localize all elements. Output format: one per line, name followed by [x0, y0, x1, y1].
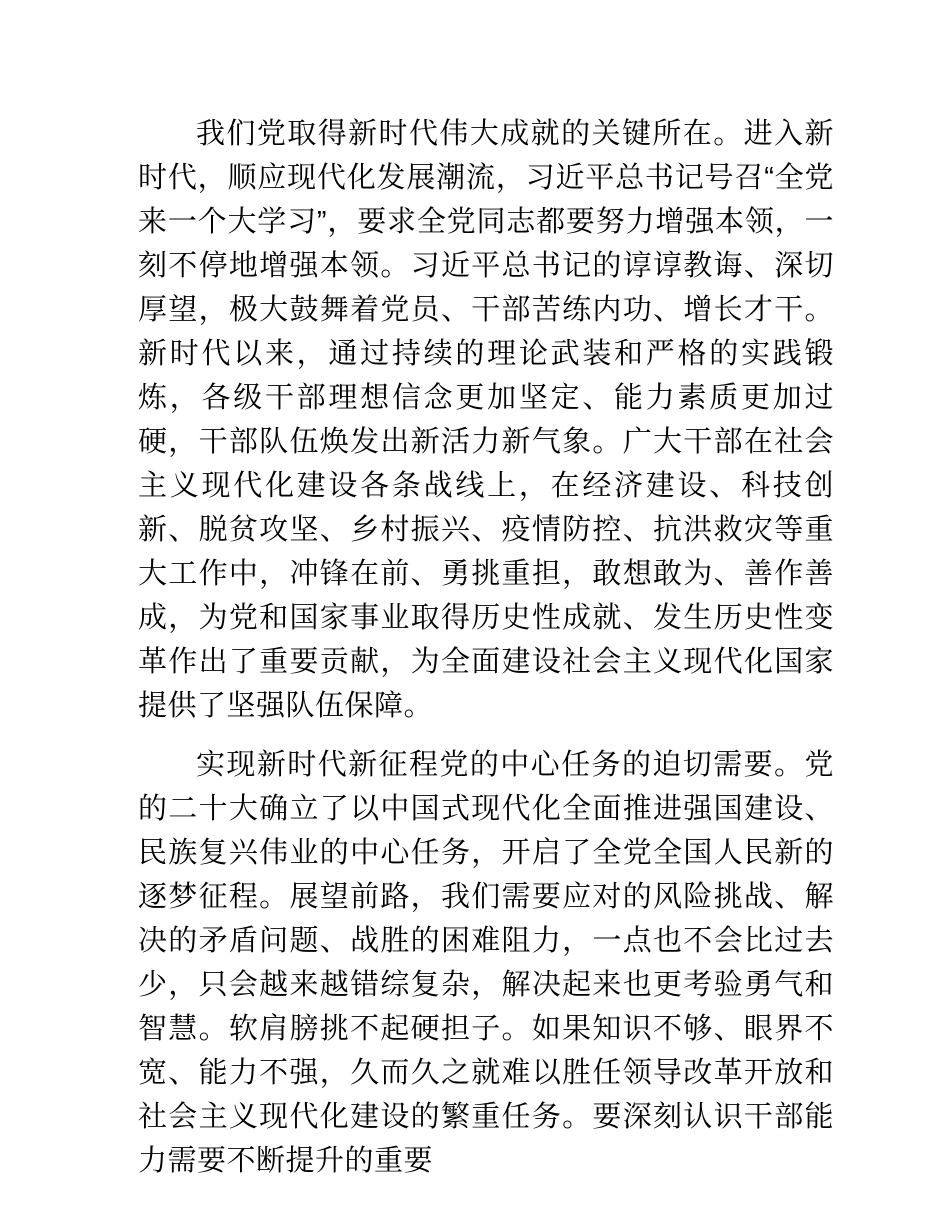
- paragraph-2: 实现新时代新征程党的中心任务的迫切需要。党的二十大确立了以中国式现代化全面推进强国建设、民族复兴伟业的中心任务，开启了全党全国人民新的逐梦征程。展望前路，我们需要应对的风险挑战、解决的矛盾问题、战胜的困难阻力，一点也不会比过去少，只会越来越错综复杂，解决起来也更考验勇气和智慧。软肩膀挑不起硬担子。如果知识不够、眼界不宽、能力不强，久而久之就难以胜任领导改革开放和社会主义现代化建设的繁重任务。要深刻认识干部能力需要不断提升的重要: [138, 749, 834, 1177]
- paragraph-1: 我们党取得新时代伟大成就的关键所在。进入新时代，顺应现代化发展潮流，习近平总书记号召“全党来一个大学习”，要求全党同志都要努力增强本领，一刻不停地增强本领。习近平总书记的谆谆教诲、深切厚望，极大鼓舞着党员、干部苦练内功、增长才干。新时代以来，通过持续的理论武装和严格的实践锻炼，各级干部理想信念更加坚定、能力素质更加过硬，干部队伍焕发出新活力新气象。广大干部在社会主义现代化建设各条战线上，在经济建设、科技创新、脱贫攻坚、乡村振兴、疫情防控、抗洪救灾等重大工作中，冲锋在前、勇挑重担，敢想敢为、善作善成，为党和国家事业取得历史性成就、发生历史性变革作出了重要贡献，为全面建设社会主义现代化国家提供了坚强队伍保障。: [138, 118, 834, 722]
